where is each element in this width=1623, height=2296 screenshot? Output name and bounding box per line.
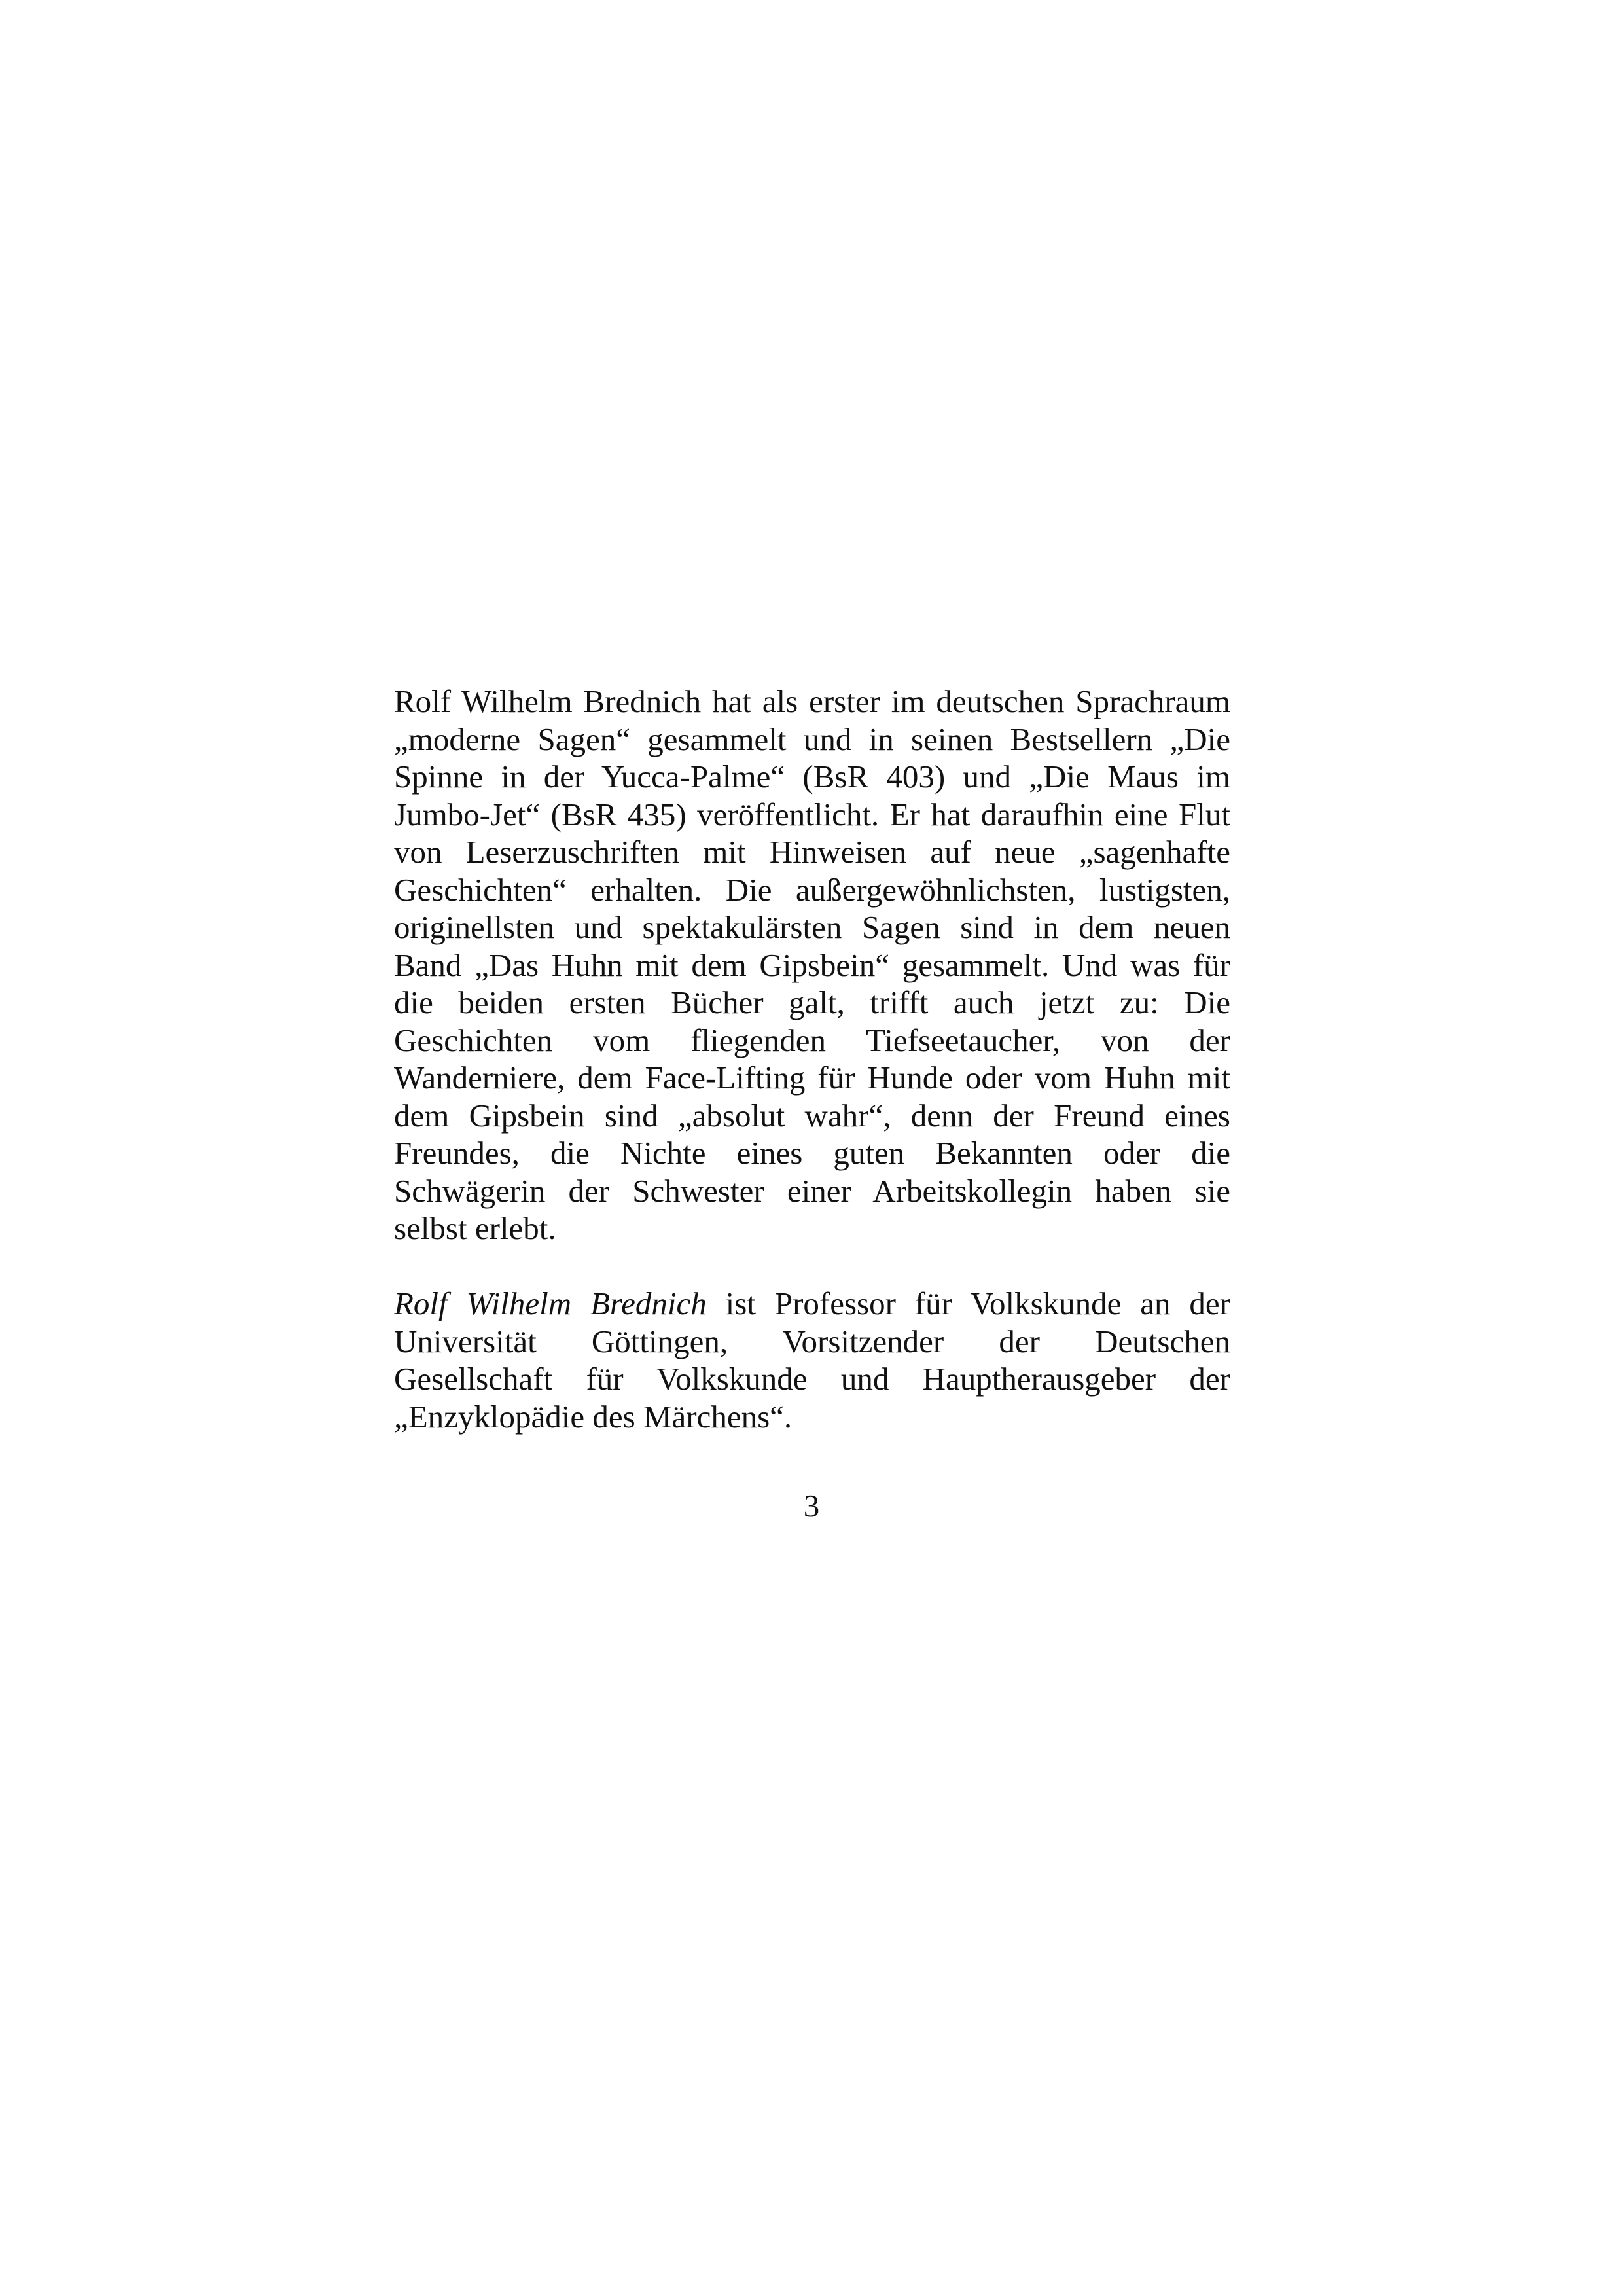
blurb-line: Spinne in der Yucca-Palme“ (BsR 403) und „Die Maus im xyxy=(394,759,1230,795)
author-bio-line: „Enzyklopädie des Märchens“. xyxy=(394,1398,793,1435)
author-bio-paragraph xyxy=(394,1285,1230,1435)
author-bio-line: Gesellschaft für Volkskunde und Hauptherausgeber der xyxy=(394,1361,1230,1397)
blurb-line: „moderne Sagen“ gesammelt und in seinen Bestsellern „Die xyxy=(394,721,1230,757)
blurb-line: Rolf Wilhelm Brednich hat als erster im deutschen Sprachraum xyxy=(394,683,1230,719)
page-number: 3 xyxy=(803,1488,820,1524)
blurb-line: originellsten und spektakulärsten Sagen sind in dem neuen xyxy=(394,909,1230,945)
paragraph-gap xyxy=(394,1247,1230,1285)
blurb-line: Geschichten vom fliegenden Tiefseetaucher, von der xyxy=(394,1022,1230,1058)
blurb-paragraph xyxy=(394,683,1230,1247)
blurb-line: Geschichten“ erhalten. Die außergewöhnlichsten, lustigsten, xyxy=(394,871,1230,908)
author-bio-line xyxy=(394,1285,1230,1323)
blurb-line: Band „Das Huhn mit dem Gipsbein“ gesammelt. Und was für xyxy=(394,946,1230,983)
author-bio-line: Universität Göttingen, Vorsitzender der Deutschen xyxy=(394,1323,1230,1359)
blurb-line: dem Gipsbein sind „absolut wahr“, denn der Freund eines xyxy=(394,1097,1230,1134)
blurb-line: die beiden ersten Bücher galt, trifft auch jetzt zu: Die xyxy=(394,984,1230,1020)
blurb-line: von Leserzuschriften mit Hinweisen auf neue „sagenhafte xyxy=(394,834,1230,870)
book-blurb xyxy=(394,683,1230,1435)
blurb-line: Freundes, die Nichte eines guten Bekannten oder die xyxy=(394,1135,1230,1171)
blurb-line: Schwägerin der Schwester einer Arbeitskollegin haben sie xyxy=(394,1172,1230,1209)
author-bio-text: ist Professor für Volkskunde an der xyxy=(706,1285,1230,1321)
blurb-line: selbst erlebt. xyxy=(394,1210,556,1246)
author-name: Rolf Wilhelm Brednich xyxy=(394,1285,707,1321)
blurb-line: Wanderniere, dem Face-Lifting für Hunde oder vom Huhn mit xyxy=(394,1060,1230,1096)
blurb-line: Jumbo-Jet“ (BsR 435) veröffentlicht. Er hat daraufhin eine Flut xyxy=(394,796,1230,833)
